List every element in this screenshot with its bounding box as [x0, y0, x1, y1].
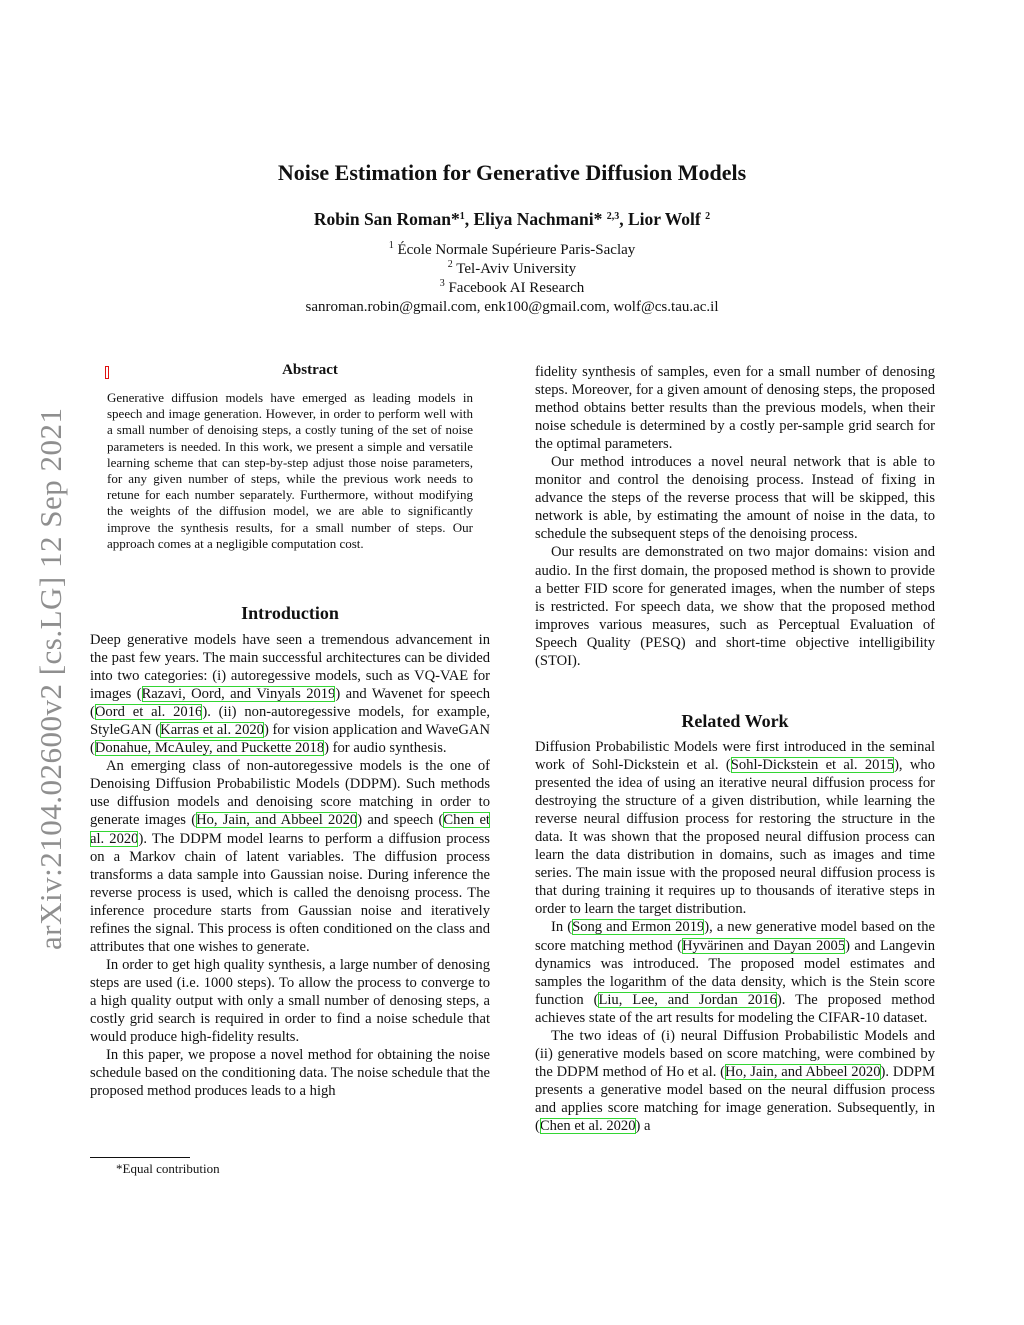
right-paragraph-2: Our method introduces a novel neural network that is able to monitor and control the denoising process. Instead of fixing in advance the steps of the reverse process that will be skipped, this network is able, by estimating the amount of noise in the data, to schedule the subsequent steps of the denoising process. — [535, 454, 935, 543]
footnote-rule — [90, 1157, 190, 1158]
author-line — [0, 206, 1024, 232]
footnote: *Equal contribution — [116, 1161, 220, 1176]
arxiv-stamp: arXiv:2104.02600v2 [cs.LG] 12 Sep 2021 — [33, 407, 68, 950]
citation-link[interactable]: Chen et al. 2020 — [539, 1117, 636, 1134]
intro-paragraph-4: In this paper, we propose a novel method for obtaining the noise schedule based on the conditioning data. The noise schedule that the proposed method produces leads to a high — [90, 1047, 490, 1100]
author-3-affil: 2 — [705, 211, 711, 222]
author-emails: sanroman.robin@gmail.com, enk100@gmail.com, wolf@cs.tau.ac.il — [305, 299, 719, 315]
citation-link[interactable]: Razavi, Oord, and Vinyals 2019 — [141, 686, 336, 703]
right-column-top — [535, 363, 935, 670]
affiliation-1: $^1$ École Normale Supérieure Paris-Saclay — [388, 240, 636, 258]
citation-link[interactable]: Chen et al. 2020 — [90, 812, 490, 847]
related-paragraph-2: In (Song and Ermon 2019), a new generative model based on the score matching method (Hyvärinen and Dayan 2005) and Langevin dynamics was introduced. The proposed model estimates and samples the logarithm of the data density, which is the Stein score function (Liu, Lee, and Jordan 2016). The proposed method achieves state of the art results for modeling the CIFAR-10 dataset. — [535, 919, 935, 1026]
citation-link[interactable]: Sohl-Dickstein et al. 2015 — [730, 757, 895, 774]
paper-title: Noise Estimation for Generative Diffusion Models — [277, 160, 747, 185]
related-work-heading: Related Work — [681, 711, 789, 731]
related-paragraph-1: Diffusion Probabilistic Models were first introduced in the seminal work of Sohl-Dickstein et al. (Sohl-Dickstein et al. 2015), who presented the idea of using an iterative neural diffusion process for destroying the structure of a given distribution, while learning the reverse neural diffusion process for restoring the structure in the data. It was shown that the proposed neural diffusion process can learn the data distribution in domains, such as images and time series. The main issue with the proposed neural diffusion process is that during training it requires up to thousands of iterative steps in order to learn the target distribution. — [535, 739, 935, 918]
intro-paragraph-2: An emerging class of non-autoregessive models is the one of Denoising Diffusion Probabilistic Models (DDPM). Such methods use diffusion models and denoising score matching in order to generate images (Ho, Jain, and Abbeel 2020) and speech (Chen et al. 2020). The DDPM model learns to perform a diffusion process on a Markov chain of latent variables. The diffusion process transforms a data sample into Gaussian noise. During inference the reverse process is used, which is called the denoisng process. The inference procedure starts from Gaussian noise and iteratively refines the signal. This process is often conditioned on the class and attributes that one wishes to generate. — [90, 758, 490, 955]
citation-link[interactable]: Ho, Jain, and Abbeel 2020 — [196, 812, 358, 829]
citation-link[interactable]: Hyvärinen and Dayan 2005 — [681, 937, 846, 954]
affiliation-3: $^3$ Facebook AI Research — [439, 278, 585, 296]
related-work-column — [535, 738, 935, 1135]
abstract-text: Generative diffusion models have emerged as leading models in speech and image generation. However, in order to perform well with a small number of denoising steps, a costly tuning of the set of noise parameters is needed. In this work, we present a simple and versatile learning scheme that can step-by-step adjust those noise parameters, for any given number of steps, while the previous work needs to retune for each number separately. Furthermore, without modifying the weights of the diffusion model, we are able to significantly improve the synthesis results, for a small number of steps. Our approach comes at a negligible computation cost. — [107, 390, 473, 551]
affiliation-2: $^2$ Tel-Aviv University — [447, 259, 577, 277]
citation-link[interactable]: Oord et al. 2016 — [94, 704, 203, 721]
right-paragraph-3: Our results are demonstrated on two major domains: vision and audio. In the first domain, the proposed method is shown to provide a better FID score for generated images, when the number of steps is restricted. For speech data, we show that the proposed method improves various measures, such as Perceptual Evaluation of Speech Quality (PESQ) and short-time objective intelligibility (STOI). — [535, 544, 935, 669]
related-paragraph-3: The two ideas of (i) neural Diffusion Probabilistic Models and (ii) generative models based on score matching, were combined by the DDPM method of Ho et al. (Ho, Jain, and Abbeel 2020). DDPM presents a generative model based on the neural diffusion process and applies score matching for image generation. Subsequently, in (Chen et al. 2020) a — [535, 1027, 935, 1134]
author-2: , Eliya Nachmani* — [464, 209, 607, 229]
right-paragraph-1: fidelity synthesis of samples, even for a small number of denosing steps. Moreover, for a given amount of denosing steps, the proposed method obtains better results than the previous models, when their noise schedule is determined by a costly per-sample grid search for the optimal parameters. — [535, 364, 935, 453]
introduction-heading: Introduction — [241, 603, 339, 623]
author-2-affil: 2,3 — [606, 211, 620, 222]
citation-link[interactable]: Karras et al. 2020 — [160, 722, 264, 739]
citation-link[interactable]: Donahue, McAuley, and Puckette 2018 — [94, 740, 325, 757]
author-1-affil: 1 — [459, 211, 465, 222]
citation-link[interactable]: Ho, Jain, and Abbeel 2020 — [725, 1063, 881, 1080]
intro-paragraph-3: In order to get high quality synthesis, a large number of denosing steps are used (i.e. 1000 steps). To allow the process to converge to a high quality output with only a small number of denosing steps, a costly grid search is required in order to find a noise schedule that would produce high-fidelity results. — [90, 956, 490, 1046]
author-3: , Lior Wolf — [619, 209, 706, 229]
author-1: Robin San Roman* — [313, 209, 460, 229]
abstract-heading: Abstract — [282, 362, 338, 378]
citation-link[interactable]: Liu, Lee, and Jordan 2016 — [598, 991, 777, 1008]
intro-paragraph-1: Deep generative models have seen a tremendous advancement in the past few years. The main successful architectures can be divided into two categories: (i) autoregessive models, such as VQ-VAE for images (Razavi, Oord, and Vinyals 2019) and Wavenet for speech (Oord et al. 2016). (ii) non-autoregessive models, for example, StyleGAN (Karras et al. 2020) for vision application and WaveGAN (Donahue, McAuley, and Puckette 2018) for audio synthesis. — [90, 632, 490, 757]
citation-link[interactable]: Song and Ermon 2019 — [572, 919, 705, 936]
annotation-marker — [105, 366, 109, 379]
left-column — [90, 631, 490, 1100]
